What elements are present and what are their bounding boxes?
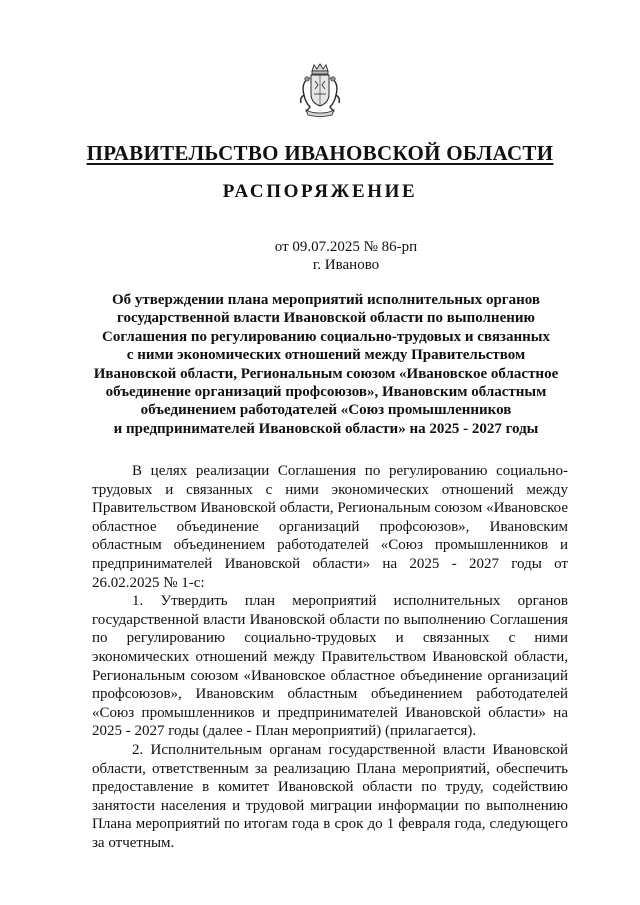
subject-line: с ними экономических отношений между Правительством <box>126 347 526 364</box>
subject-line: объединением работодателей «Союз промышленников <box>140 402 512 419</box>
coat-of-arms-icon <box>298 62 342 118</box>
document-subject <box>88 291 564 438</box>
subject-line: Ивановской области, Региональным союзом «Ивановское областное <box>93 365 559 382</box>
body-paragraph-preamble: В целях реализации Соглашения по регулированию социально-трудовых и связанных с ними экономических отношений между Правительством Ивановской области, Региональным союзом «Ивановское областное объединение организаций профсоюзов», Ивановским областным объединением работодателей «Союз промышленников и предпринимателей Ивановской области» на 2025 - 2027 годы от 26.02.2025 № 1-с: <box>92 463 568 591</box>
body-paragraph-1: 1. Утвердить план мероприятий исполнительных органов государственной власти Ивановской области по выполнению Соглашения по регулированию социально-трудовых и связанных с ними экономических отношений между Правительством Ивановской области, Региональным союзом «Ивановское областное объединение организаций профсоюзов», Ивановским областным объединением работодателей «Союз промышленников и предпринимателей Ивановской области» на 2025 - 2027 годы (далее - План мероприятий) (прилагается). <box>92 593 568 740</box>
document-type: РАСПОРЯЖЕНИЕ <box>222 181 418 202</box>
document-body <box>92 462 568 852</box>
organization-title: ПРАВИТЕЛЬСТВО ИВАНОВСКОЙ ОБЛАСТИ <box>86 141 554 165</box>
city: г. Иваново <box>312 257 380 273</box>
subject-line: государственной власти Ивановской области по выполнению <box>117 310 535 327</box>
document-meta <box>0 238 640 274</box>
subject-line: объединение организаций профсоюзов», Ивановским областным <box>105 384 547 401</box>
subject-line: и предпринимателей Ивановской области» на 2025 - 2027 годы <box>113 420 539 437</box>
subject-line: Соглашения по регулированию социально-трудовых и связанных <box>102 328 550 345</box>
body-paragraph-2: 2. Исполнительным органам государственной власти Ивановской области, ответственным за реализацию Плана мероприятий, обеспечить предоставление в комитет Ивановской области по труду, содействию занятости населения и трудовой миграции информации по выполнению Плана мероприятий по итогам года в срок до 1 февраля года, следующего за отчетным. <box>92 741 568 851</box>
subject-line: Об утверждении плана мероприятий исполнительных органов <box>112 292 540 308</box>
date-number: от 09.07.2025 № 86-рп <box>274 239 418 255</box>
